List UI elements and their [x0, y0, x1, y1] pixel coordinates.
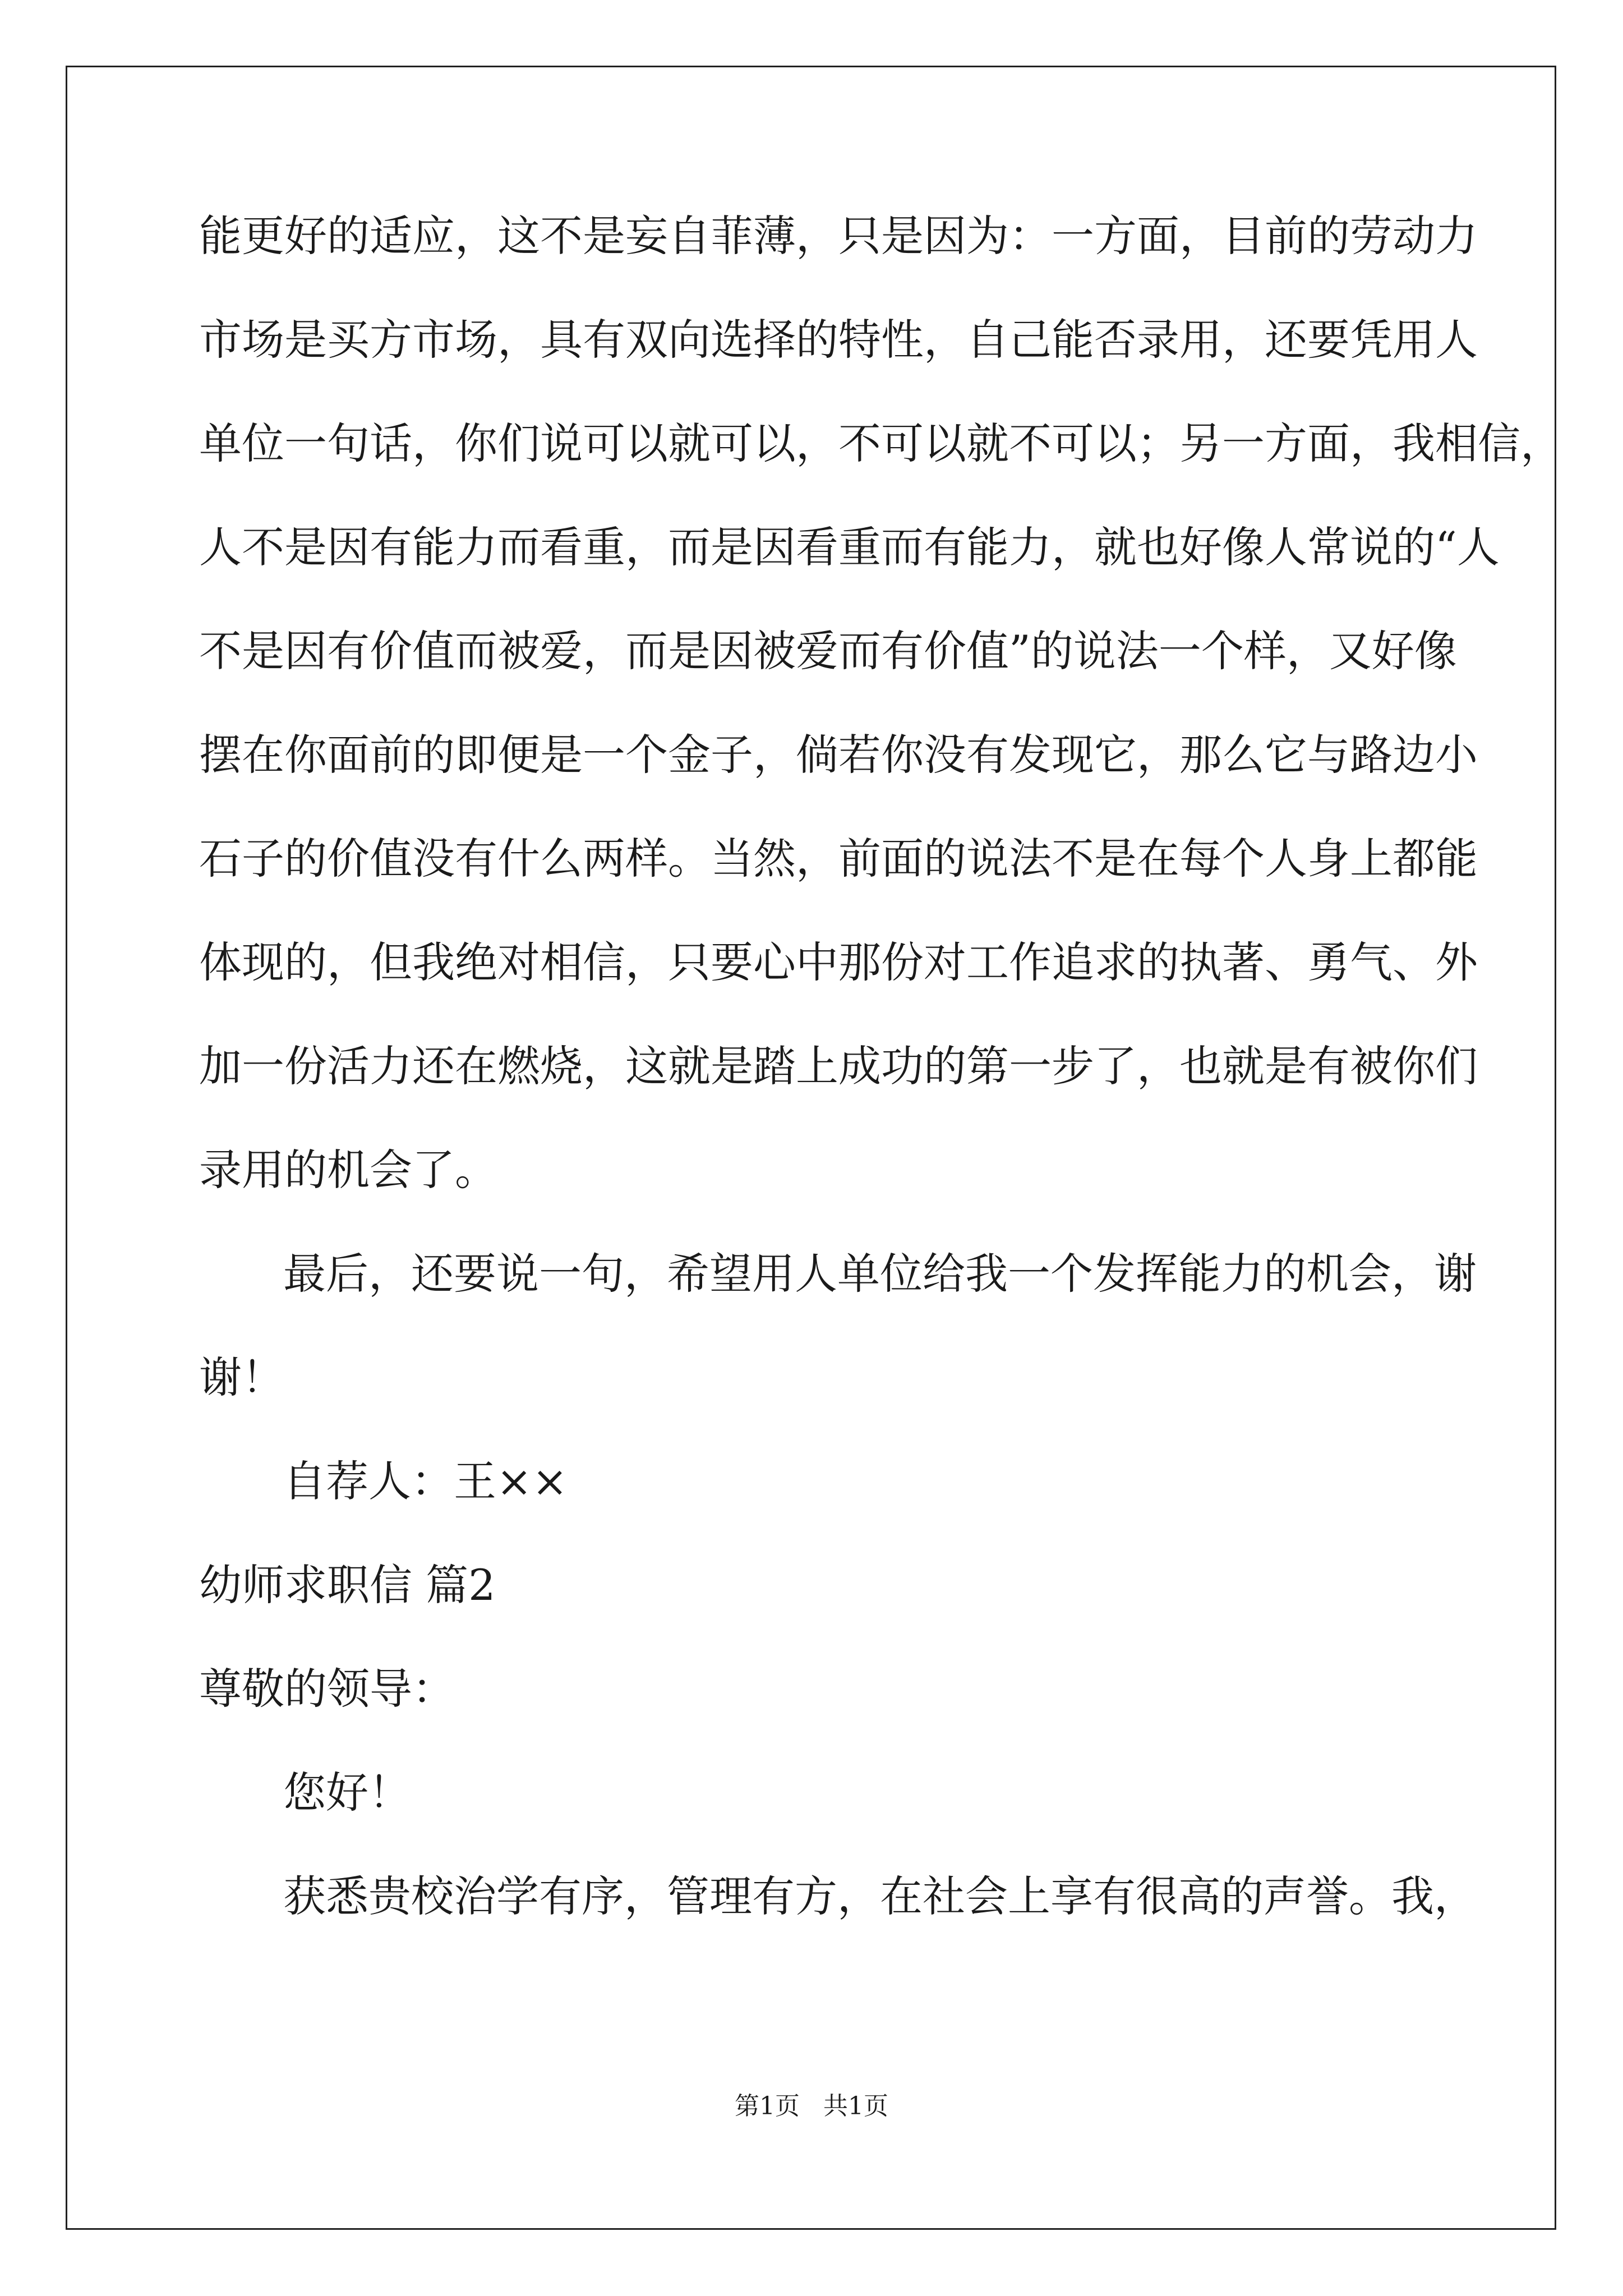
signature-line: 自荐人：王××	[283, 1456, 568, 1506]
body-line-4: 人不是因有能力而看重，而是因看重而有能力，就也好像人常说的“人	[199, 522, 1500, 572]
salutation: 尊敬的领导：	[199, 1664, 455, 1714]
page-footer: 第1页 共1页	[735, 2092, 888, 2120]
body-line-9: 加一份活力还在燃烧，这就是踏上成功的第一步了，也就是有被你们	[199, 1041, 1478, 1091]
body-line-6: 摆在你面前的即便是一个金子，倘若你没有发现它，那么它与路边小	[199, 730, 1478, 780]
greeting: 您好！	[283, 1768, 411, 1818]
body-line-3: 单位一句话，你们说可以就可以，不可以就不可以；另一方面，我相信，	[199, 418, 1563, 468]
body-line-2: 市场是买方市场，具有双向选择的特性，自己能否录用，还要凭用人	[199, 315, 1478, 365]
body-line-5: 不是因有价值而被爱，而是因被爱而有价值”的说法一个样，又好像	[199, 626, 1457, 676]
body-line-7: 石子的价值没有什么两样。当然，前面的说法不是在每个人身上都能	[199, 834, 1478, 884]
section-heading: 幼师求职信 篇2	[199, 1560, 496, 1610]
body-line-8: 体现的，但我绝对相信，只要心中那份对工作追求的执著、勇气、外	[199, 937, 1478, 987]
body-line-1: 能更好的适应，这不是妄自菲薄，只是因为：一方面，目前的劳动力	[199, 211, 1478, 261]
body-line-10: 录用的机会了。	[199, 1145, 497, 1195]
body-line-11: 获悉贵校治学有序，管理有方，在社会上享有很高的声誉。我，	[283, 1871, 1477, 1921]
closing-line-1: 最后，还要说一句，希望用人单位给我一个发挥能力的机会，谢	[283, 1249, 1477, 1299]
closing-line-2: 谢！	[199, 1352, 284, 1402]
